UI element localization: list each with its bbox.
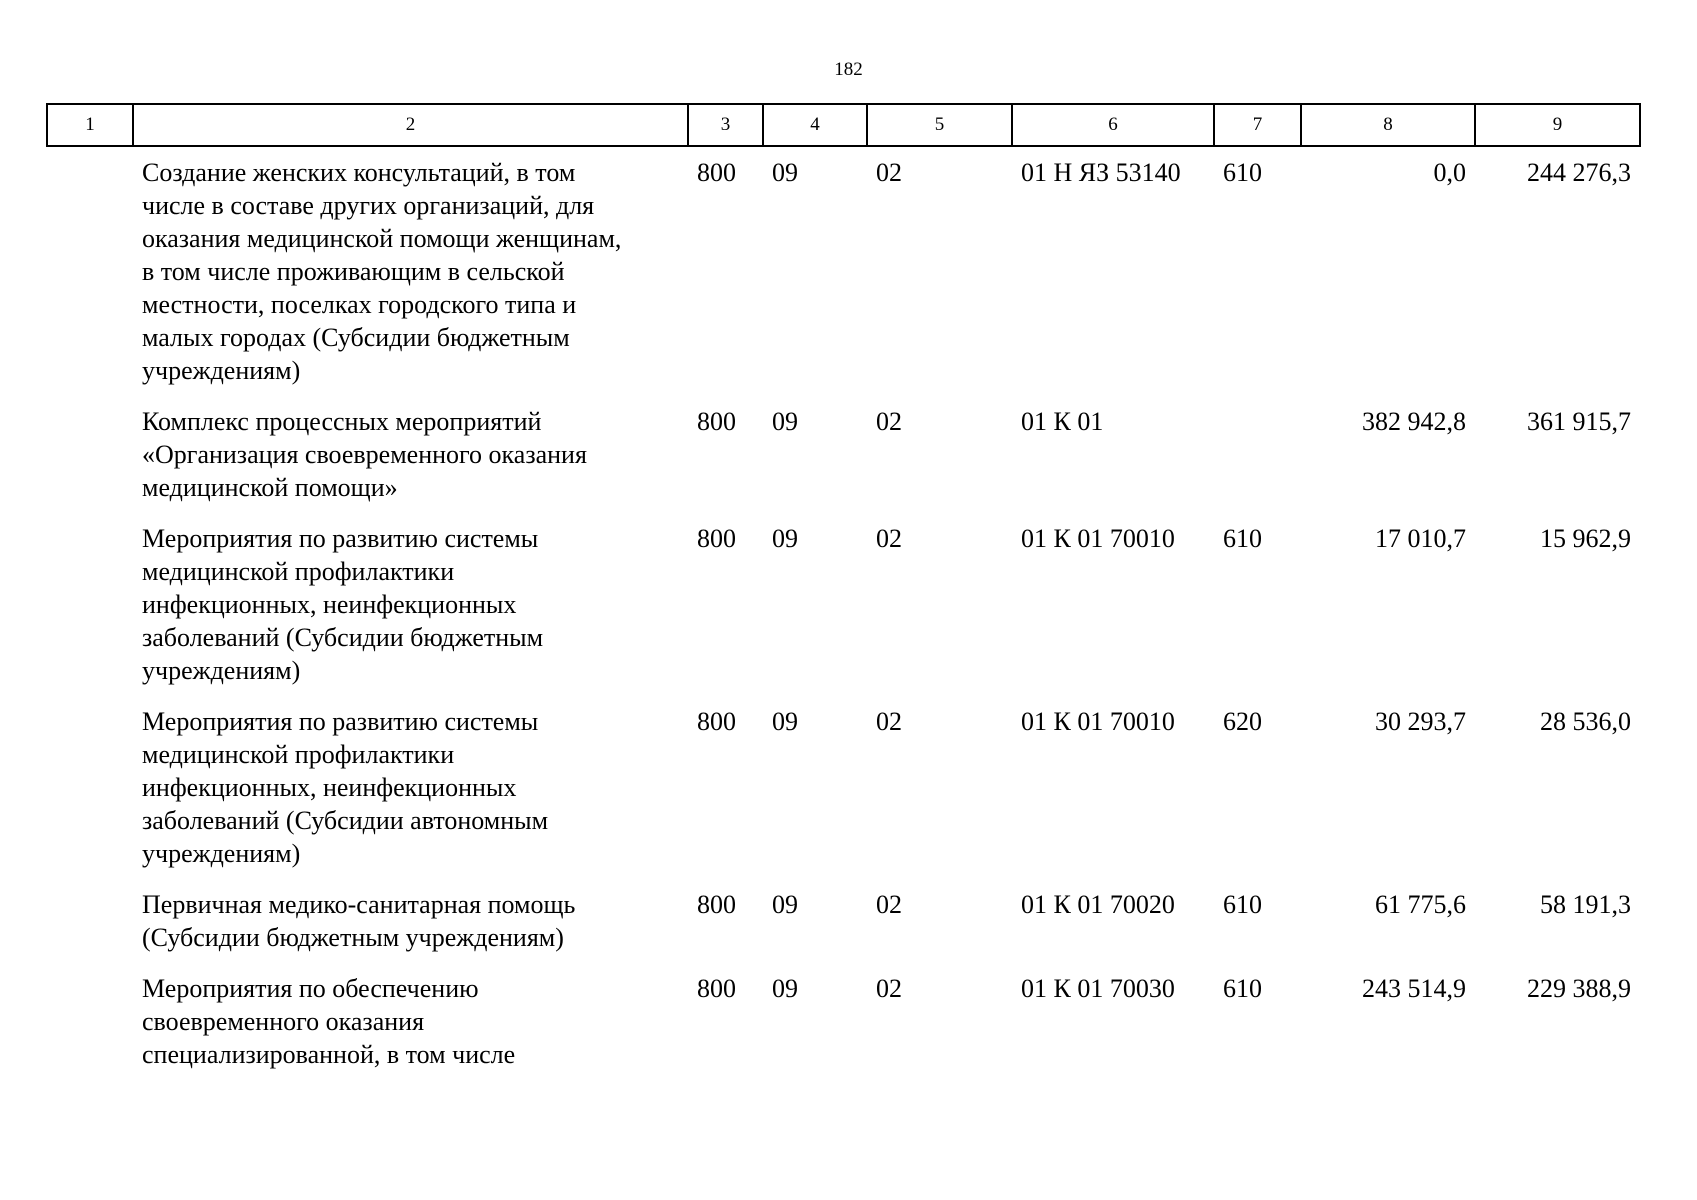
item-name-line: в том числе проживающим в сельской <box>142 257 565 286</box>
cell-item-name <box>133 146 688 405</box>
cell-section: 09 <box>772 407 798 436</box>
cell-number <box>47 888 133 972</box>
cell-section: 09 <box>772 974 798 1003</box>
cell-amount-8: 30 293,7 <box>1375 707 1466 736</box>
column-header-4: 4 <box>763 104 867 146</box>
cell-ministry-code: 800 <box>697 974 736 1003</box>
item-name-line: учреждениям) <box>142 656 301 685</box>
column-header-8: 8 <box>1301 104 1475 146</box>
budget-table <box>46 103 1641 1089</box>
item-name-line: числе в составе других организаций, для <box>142 191 595 220</box>
cell-ministry-code: 800 <box>697 407 736 436</box>
cell-amount-8: 382 942,8 <box>1362 407 1466 436</box>
table-row <box>47 522 1640 705</box>
cell-amount-8: 17 010,7 <box>1375 524 1466 553</box>
table-row <box>47 705 1640 888</box>
cell-section: 09 <box>772 524 798 553</box>
cell-item-name <box>133 705 688 888</box>
column-header-6: 6 <box>1012 104 1214 146</box>
item-name-line: медицинской профилактики <box>142 557 455 586</box>
cell-ministry-code: 800 <box>697 158 736 187</box>
item-name-line: (Субсидии бюджетным учреждениям) <box>142 923 564 952</box>
item-name-line: Комплекс процессных мероприятий <box>142 407 542 436</box>
cell-amount-8: 61 775,6 <box>1375 890 1466 919</box>
column-header-9: 9 <box>1475 104 1640 146</box>
item-name-line: учреждениям) <box>142 356 301 385</box>
item-name-line: инфекционных, неинфекционных <box>142 590 517 619</box>
item-name-line: Первичная медико-санитарная помощь <box>142 890 576 919</box>
item-name-line: Создание женских консультаций, в том <box>142 158 576 187</box>
page-number: 182 <box>834 59 863 80</box>
cell-amount-9: 58 191,3 <box>1540 890 1631 919</box>
item-name-line: инфекционных, неинфекционных <box>142 773 517 802</box>
cell-subsection: 02 <box>876 158 902 187</box>
item-name-line: медицинской помощи» <box>142 473 398 502</box>
cell-amount-9: 361 915,7 <box>1527 407 1631 436</box>
cell-number <box>47 972 133 1089</box>
column-header-7: 7 <box>1214 104 1301 146</box>
cell-ministry-code: 800 <box>697 890 736 919</box>
cell-expense-type: 610 <box>1223 158 1262 187</box>
cell-amount-8: 0,0 <box>1433 158 1466 187</box>
cell-item-name <box>133 888 688 972</box>
cell-target-article: 01 К 01 70020 <box>1021 890 1175 919</box>
item-name-line: специализированной, в том числе <box>142 1040 516 1069</box>
cell-expense-type: 610 <box>1223 524 1262 553</box>
cell-number <box>47 146 133 405</box>
cell-target-article: 01 К 01 70030 <box>1021 974 1175 1003</box>
cell-subsection: 02 <box>876 707 902 736</box>
cell-amount-9: 15 962,9 <box>1540 524 1631 553</box>
item-name-line: Мероприятия по развитию системы <box>142 707 539 736</box>
cell-expense-type: 610 <box>1223 974 1262 1003</box>
cell-ministry-code: 800 <box>697 707 736 736</box>
table-row <box>47 888 1640 972</box>
cell-subsection: 02 <box>876 974 902 1003</box>
cell-subsection: 02 <box>876 407 902 436</box>
table-body <box>47 146 1640 1089</box>
cell-section: 09 <box>772 890 798 919</box>
column-header-3: 3 <box>688 104 763 146</box>
item-name-line: своевременного оказания <box>142 1007 425 1036</box>
cell-number <box>47 405 133 522</box>
item-name-line: заболеваний (Субсидии автономным <box>142 806 549 835</box>
cell-section: 09 <box>772 707 798 736</box>
cell-number <box>47 705 133 888</box>
column-header-5: 5 <box>867 104 1012 146</box>
cell-amount-9: 229 388,9 <box>1527 974 1631 1003</box>
item-name-line: Мероприятия по обеспечению <box>142 974 479 1003</box>
column-header-2: 2 <box>133 104 688 146</box>
column-number-header-row <box>47 104 1640 146</box>
item-name-line: заболеваний (Субсидии бюджетным <box>142 623 544 652</box>
item-name-line: местности, поселках городского типа и <box>142 290 577 319</box>
item-name-line: Мероприятия по развитию системы <box>142 524 539 553</box>
cell-section: 09 <box>772 158 798 187</box>
item-name-line: «Организация своевременного оказания <box>142 440 587 469</box>
table-row <box>47 972 1640 1089</box>
cell-subsection: 02 <box>876 890 902 919</box>
cell-subsection: 02 <box>876 524 902 553</box>
cell-target-article: 01 Н ЯЗ 53140 <box>1021 158 1181 187</box>
cell-target-article: 01 К 01 70010 <box>1021 524 1175 553</box>
cell-expense-type <box>1214 405 1301 522</box>
column-header-1: 1 <box>47 104 133 146</box>
item-name-line: малых городах (Субсидии бюджетным <box>142 323 570 352</box>
cell-item-name <box>133 522 688 705</box>
table-row <box>47 146 1640 405</box>
cell-amount-9: 244 276,3 <box>1527 158 1631 187</box>
item-name-line: медицинской профилактики <box>142 740 455 769</box>
cell-item-name <box>133 405 688 522</box>
cell-amount-8: 243 514,9 <box>1362 974 1466 1003</box>
table-row <box>47 405 1640 522</box>
cell-expense-type: 610 <box>1223 890 1262 919</box>
cell-expense-type: 620 <box>1223 707 1262 736</box>
cell-item-name <box>133 972 688 1089</box>
item-name-line: учреждениям) <box>142 839 301 868</box>
item-name-line: оказания медицинской помощи женщинам, <box>142 224 622 253</box>
cell-number <box>47 522 133 705</box>
cell-target-article: 01 К 01 70010 <box>1021 707 1175 736</box>
cell-target-article: 01 К 01 <box>1021 407 1104 436</box>
cell-ministry-code: 800 <box>697 524 736 553</box>
cell-amount-9: 28 536,0 <box>1540 707 1631 736</box>
